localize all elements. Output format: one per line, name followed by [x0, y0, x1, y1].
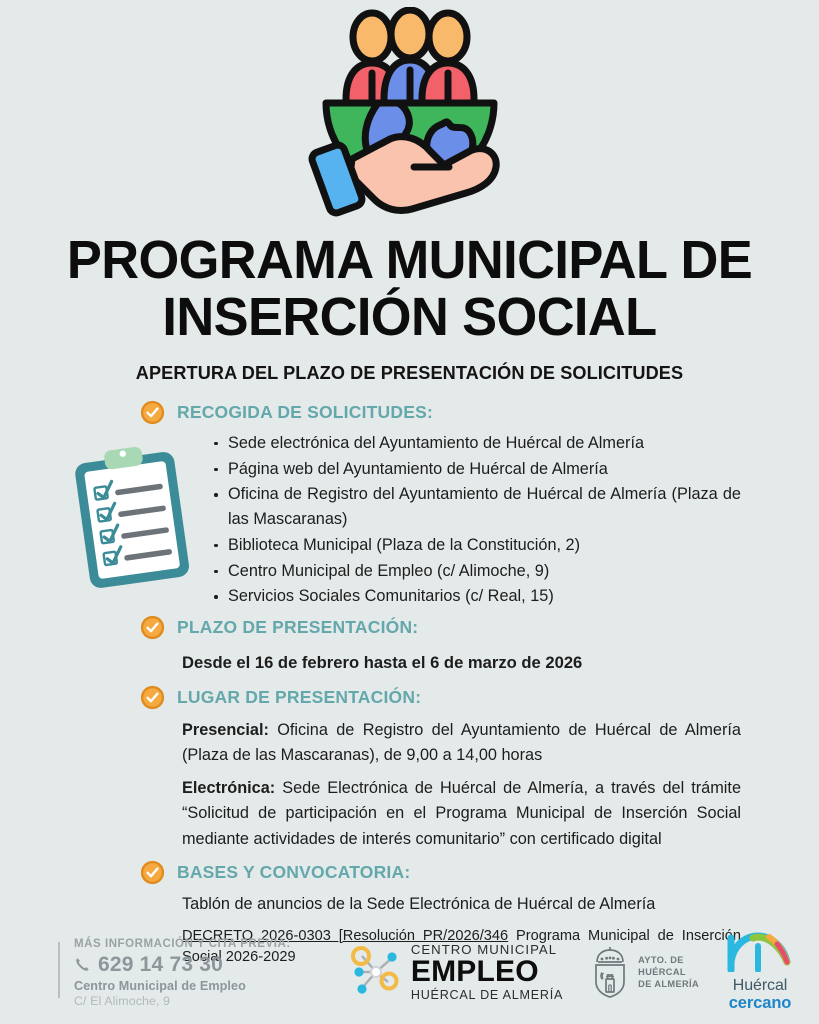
- title-line-2: INSERCIÓN SOCIAL: [162, 287, 657, 348]
- bases-text: Tablón de anuncios de la Sede Electrónica de Huércal de Almería: [182, 895, 656, 914]
- section-plazo: [177, 615, 741, 675]
- network-nodes-icon: [350, 946, 402, 998]
- ayto-line-1: AYTO. DE: [638, 954, 684, 965]
- coat-of-arms-icon: [589, 946, 631, 998]
- page-subtitle: APERTURA DEL PLAZO DE PRESENTACIÓN DE SOLICITUDES: [135, 362, 684, 384]
- decreto-rest: Programa Municipal de Inserción Social 2026-2029: [182, 927, 742, 966]
- cercano-line-2: cercano: [728, 993, 792, 1012]
- footer-divider: [58, 942, 60, 998]
- list-item: Biblioteca Municipal (Plaza de la Constitución, 2): [214, 533, 741, 558]
- list-item: Sede electrónica del Ayuntamiento de Huércal de Almería: [214, 431, 741, 456]
- ayto-line-3: DE ALMERÍA: [638, 979, 699, 990]
- section-plazo-header: [140, 615, 741, 640]
- logo-centro-municipal-empleo: [350, 943, 563, 1001]
- main-content: [0, 400, 819, 969]
- lugar-electronica: [182, 776, 741, 852]
- lugar-presencial: [182, 718, 741, 769]
- presencial-text: Oficina de Registro del Ayuntamiento de Huércal de Almería (Plaza de las Mascaranas), de 9,00 a 14,00 horas: [182, 720, 741, 764]
- section-lugar: [177, 685, 741, 852]
- people-world-in-hand-icon: [294, 7, 526, 229]
- empleo-line-2: EMPLEO: [410, 955, 539, 988]
- ayto-line-2: HUÉRCAL: [638, 966, 686, 977]
- footer: [0, 924, 819, 1020]
- recogida-list: [182, 431, 741, 609]
- decreto-reference: DECRETO 2026-0303 [Resolución PR/2026/346: [182, 927, 509, 944]
- footer-address: C/ El Alimoche, 9: [74, 994, 171, 1009]
- footer-logos: [350, 932, 795, 1011]
- empleo-line-1: CENTRO MUNICIPAL: [410, 941, 558, 957]
- list-item: Oficina de Registro del Ayuntamiento de Huércal de Almería (Plaza de las Mascaranas): [214, 482, 741, 532]
- hero-illustration: [0, 0, 819, 232]
- section-recogida-header: [140, 400, 741, 425]
- list-item: Servicios Sociales Comunitarios (c/ Real, 15): [214, 584, 741, 609]
- logo-ayuntamiento: [589, 946, 699, 998]
- electronica-text: Sede Electrónica de Huércal de Almería, a través del trámite “Solicitud de participación en el Programa Municipal de Inserción Social mediante actividades de interés comunitario” con certificado digital: [182, 779, 741, 848]
- ha-arch-icon: [725, 932, 795, 972]
- footer-contact: [58, 936, 291, 1008]
- footer-phone-number: 629 14 73 30: [98, 952, 224, 976]
- check-badge-icon: [140, 860, 165, 885]
- footer-phone[interactable]: [74, 953, 291, 976]
- phone-icon: [74, 956, 91, 973]
- electronica-label: Electrónica:: [182, 779, 276, 798]
- page-title: [51, 232, 768, 346]
- list-item: Centro Municipal de Empleo (c/ Alimoche, 9): [214, 559, 741, 584]
- footer-place: Centro Municipal de Empleo: [74, 979, 246, 994]
- presencial-label: Presencial:: [182, 720, 269, 739]
- section-recogida: [177, 400, 741, 609]
- section-lugar-title: LUGAR DE PRESENTACIÓN:: [177, 687, 422, 708]
- section-bases-title: BASES Y CONVOCATORIA:: [177, 861, 411, 882]
- check-badge-icon: [140, 615, 165, 640]
- section-lugar-header: [140, 685, 741, 710]
- plazo-dates: Desde el 16 de febrero hasta el 6 de marzo de 2026: [182, 652, 583, 672]
- section-bases-header: [140, 860, 741, 885]
- section-plazo-title: PLAZO DE PRESENTACIÓN:: [177, 617, 419, 638]
- title-block: [0, 232, 819, 384]
- section-recogida-title: RECOGIDA DE SOLICITUDES:: [177, 402, 433, 423]
- list-item: Página web del Ayuntamiento de Huércal de Almería: [214, 457, 741, 482]
- empleo-line-3: HUÉRCAL DE ALMERÍA: [410, 987, 564, 1002]
- cercano-line-1: Huércal: [732, 977, 788, 995]
- logo-huercal-cercano: [725, 932, 795, 1011]
- check-badge-icon: [140, 685, 165, 710]
- footer-kicker: MÁS INFORMACIÓN Y CITA PREVIA:: [74, 937, 291, 950]
- check-badge-icon: [140, 400, 165, 425]
- title-line-1: PROGRAMA MUNICIPAL DE: [66, 230, 753, 290]
